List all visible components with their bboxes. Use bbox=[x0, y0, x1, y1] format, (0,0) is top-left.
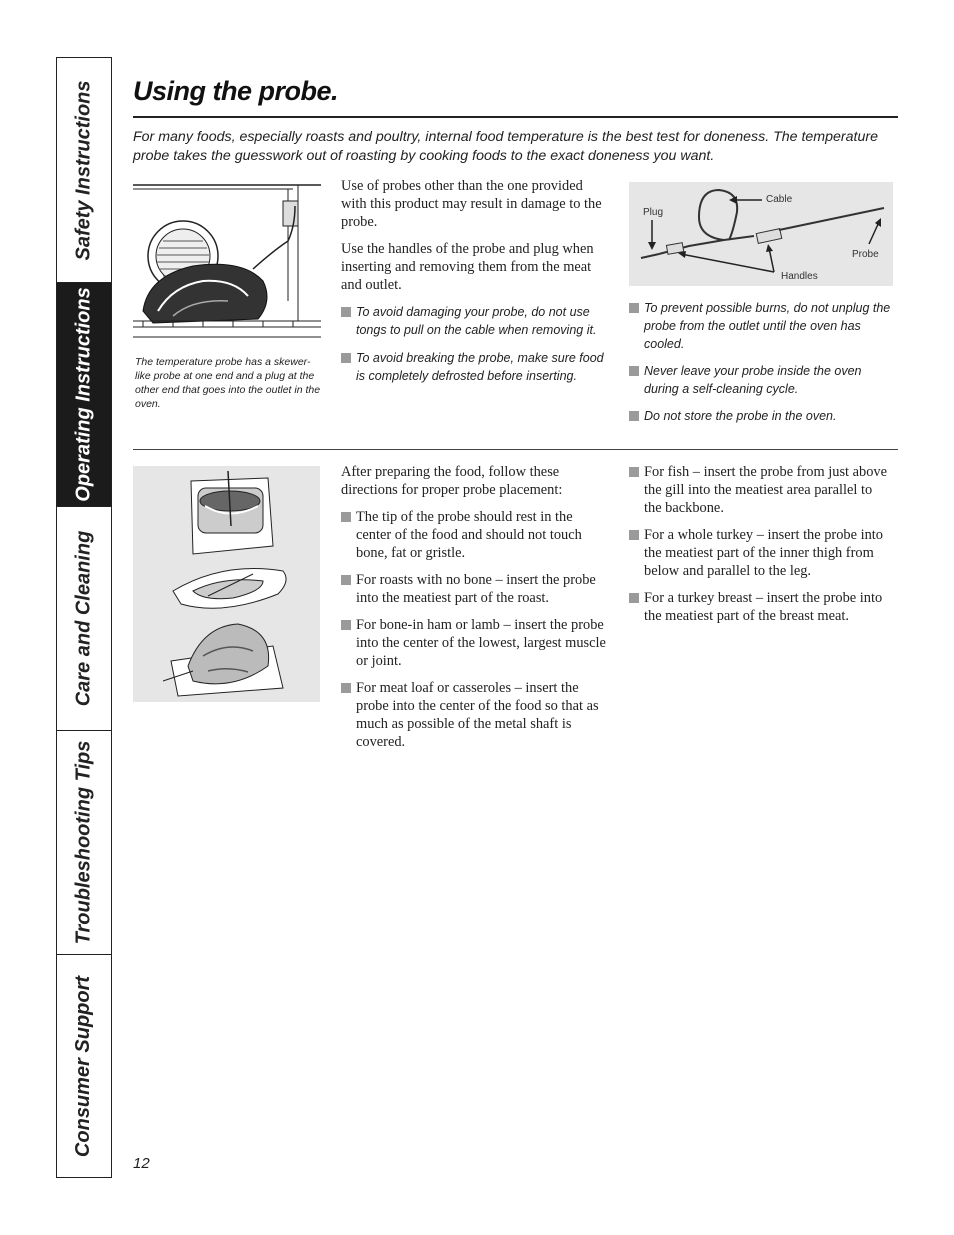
list-item bbox=[341, 571, 611, 607]
tab-troubleshooting-tips[interactable] bbox=[57, 731, 111, 955]
oven-probe-illustration bbox=[133, 181, 321, 343]
bullet-square bbox=[341, 307, 351, 317]
section-tabs bbox=[56, 57, 112, 1178]
diagram-label-handles: Handles bbox=[781, 271, 818, 282]
tab-label: Operating Instructions bbox=[72, 287, 95, 502]
list-item-text: For roasts with no bone – insert the probe into the meatiest part of the roast. bbox=[356, 572, 596, 606]
bullet-square bbox=[341, 683, 351, 693]
list-item-text: For a turkey breast – insert the probe into the meatiest part of the breast meat. bbox=[644, 590, 883, 624]
illustration-caption: The temperature probe has a skewer-like probe at one end and a plug at the other end that goes into the outlet in the oven. bbox=[135, 356, 321, 410]
handles-paragraph: Use the handles of the probe and plug when inserting and removing them from the meat and outlet. bbox=[341, 241, 594, 293]
list-item-text: The tip of the probe should rest in the center of the food and should not touch bone, fat or gristle. bbox=[356, 509, 582, 561]
list-item bbox=[629, 526, 891, 580]
note-item bbox=[629, 299, 897, 353]
bullet-square bbox=[629, 593, 639, 603]
bullet-square bbox=[341, 512, 351, 522]
list-item bbox=[629, 463, 891, 517]
bullet-square bbox=[629, 467, 639, 477]
diagram-label-plug: Plug bbox=[643, 207, 664, 218]
note-item bbox=[629, 407, 897, 425]
tab-operating-instructions[interactable] bbox=[57, 283, 111, 507]
bullet-square bbox=[629, 366, 639, 376]
list-item bbox=[341, 679, 611, 751]
list-item-text: For bone-in ham or lamb – insert the probe into the center of the lowest, largest muscle or joint. bbox=[356, 617, 606, 669]
list-item-text: For a whole turkey – insert the probe into the meatiest part of the inner thigh from below and parallel to the leg. bbox=[644, 527, 883, 579]
page-title: Using the probe. bbox=[133, 76, 339, 106]
bullet-square bbox=[629, 303, 639, 313]
note-text: To avoid damaging your probe, do not use tongs to pull on the cable when removing it. bbox=[356, 305, 597, 337]
section-divider bbox=[133, 449, 898, 450]
diagram-label-probe: Probe bbox=[852, 249, 879, 260]
probe-diagram bbox=[629, 182, 893, 286]
note-item bbox=[341, 349, 611, 385]
list-item bbox=[341, 616, 611, 670]
diagram-label-cable: Cable bbox=[766, 194, 793, 205]
tab-label: Care and Cleaning bbox=[72, 530, 95, 707]
bullet-square bbox=[629, 411, 639, 421]
list-item bbox=[341, 508, 611, 562]
title-rule bbox=[133, 116, 898, 118]
page-number: 12 bbox=[133, 1155, 150, 1172]
bottom-right-column bbox=[629, 463, 891, 625]
food-placement-illustration bbox=[133, 466, 320, 702]
bullet-square bbox=[629, 530, 639, 540]
note-item bbox=[341, 303, 611, 339]
bullet-square bbox=[341, 353, 351, 363]
top-middle-column bbox=[341, 177, 611, 385]
list-item bbox=[629, 589, 891, 625]
intro-text: For many foods, especially roasts and poultry, internal food temperature is the best test for doneness. The temperature probe takes the guesswork out of roasting by cooking foods to the exact doneness you want. bbox=[133, 129, 878, 164]
note-text: Never leave your probe inside the oven during a self-cleaning cycle. bbox=[644, 364, 862, 396]
bullet-square bbox=[341, 620, 351, 630]
tab-label: Consumer Support bbox=[72, 975, 95, 1157]
note-text: To prevent possible burns, do not unplug the probe from the outlet until the oven has cooled. bbox=[644, 301, 891, 351]
tab-consumer-support[interactable] bbox=[57, 955, 111, 1177]
list-item-text: For meat loaf or casseroles – insert the probe into the center of the food so that as much as possible of the metal shaft is covered. bbox=[356, 680, 599, 750]
list-item-text: For fish – insert the probe from just above the gill into the meatiest area parallel to the backbone. bbox=[644, 464, 887, 516]
note-text: Do not store the probe in the oven. bbox=[644, 409, 837, 423]
bullet-square bbox=[341, 575, 351, 585]
note-text: To avoid breaking the probe, make sure food is completely defrosted before inserting. bbox=[356, 351, 604, 383]
tab-label: Safety Instructions bbox=[72, 79, 95, 261]
placement-intro: After preparing the food, follow these directions for proper probe placement: bbox=[341, 464, 563, 498]
tab-label: Troubleshooting Tips bbox=[72, 740, 95, 945]
tab-safety-instructions[interactable] bbox=[57, 58, 111, 283]
tab-care-and-cleaning[interactable] bbox=[57, 507, 111, 731]
bottom-middle-column bbox=[341, 463, 611, 751]
note-item bbox=[629, 362, 897, 398]
probe-warning-paragraph: Use of probes other than the one provided with this product may result in damage to the probe. bbox=[341, 178, 602, 230]
top-right-notes bbox=[629, 299, 897, 425]
